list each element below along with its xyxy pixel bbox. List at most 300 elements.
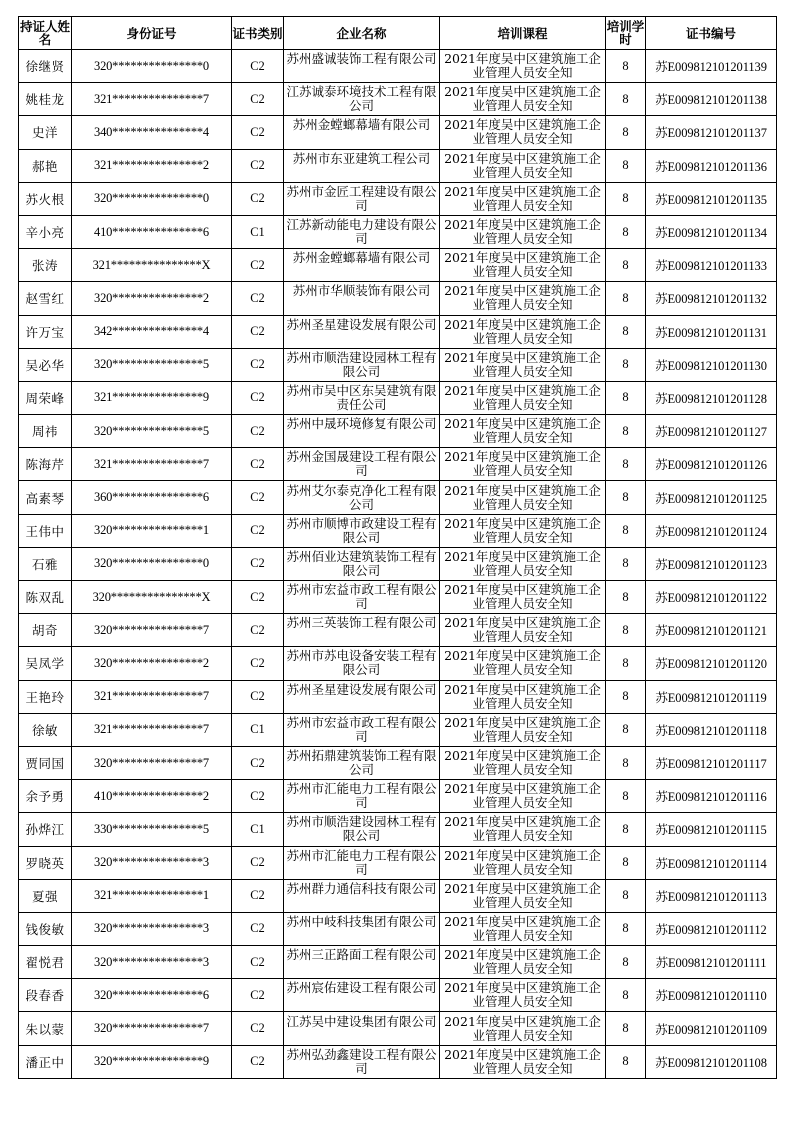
cert-class-cell: C2: [232, 846, 284, 879]
cert-number-cell: 苏E009812101201108: [646, 1045, 777, 1078]
company-cell: [284, 946, 440, 979]
cert-number-cell: 苏E009812101201121: [646, 614, 777, 647]
cert-class-cell: C2: [232, 879, 284, 912]
course-cell-text: 2021年度吴中区建筑施工企业管理人员安全知: [444, 1047, 601, 1076]
header-id-number: 身份证号: [72, 17, 232, 50]
company-cell: [284, 713, 440, 746]
cert-number-cell: 苏E009812101201128: [646, 381, 777, 414]
company-cell-text: 苏州市吴中区东吴建筑有限责任公司: [286, 383, 437, 412]
cert-class-cell: C2: [232, 614, 284, 647]
cert-class-cell: C2: [232, 182, 284, 215]
holder-name-cell: 朱以蒙: [19, 1012, 72, 1045]
id-number-cell: 320***************3: [72, 912, 232, 945]
cert-number-cell: 苏E009812101201130: [646, 348, 777, 381]
hours-cell: 8: [606, 713, 646, 746]
holder-name-cell: 夏强: [19, 879, 72, 912]
hours-cell: 8: [606, 780, 646, 813]
company-cell-text: 苏州市顺浩建设园林工程有限公司: [286, 815, 437, 844]
holder-name-cell: 吴必华: [19, 348, 72, 381]
holder-name-cell: 余予勇: [19, 780, 72, 813]
cert-number-cell: 苏E009812101201117: [646, 746, 777, 779]
cert-number-cell: 苏E009812101201115: [646, 813, 777, 846]
company-cell: [284, 149, 440, 182]
cert-class-cell: C2: [232, 581, 284, 614]
table-row: [19, 780, 777, 813]
holder-name-cell: 苏火根: [19, 182, 72, 215]
table-row: [19, 315, 777, 348]
hours-cell: 8: [606, 813, 646, 846]
table-row: [19, 680, 777, 713]
company-cell-text: 苏州宸佑建设工程有限公司: [286, 981, 437, 996]
table-row: [19, 1045, 777, 1078]
cert-class-cell: C2: [232, 315, 284, 348]
course-cell-text: 2021年度吴中区建筑施工企业管理人员安全知: [444, 649, 601, 678]
hours-cell: 8: [606, 746, 646, 779]
id-number-cell: 320***************1: [72, 514, 232, 547]
company-cell: [284, 481, 440, 514]
course-cell: [440, 979, 606, 1012]
course-cell: [440, 481, 606, 514]
id-number-cell: 321***************7: [72, 680, 232, 713]
company-cell-text: 苏州金国晟建设工程有限公司: [286, 450, 437, 479]
course-cell: [440, 249, 606, 282]
company-cell: [284, 581, 440, 614]
certificate-table: [18, 16, 777, 1079]
cert-number-cell: 苏E009812101201120: [646, 647, 777, 680]
holder-name-cell: 王艳玲: [19, 680, 72, 713]
company-cell: [284, 83, 440, 116]
table-row: [19, 813, 777, 846]
hours-cell: 8: [606, 381, 646, 414]
course-cell: [440, 381, 606, 414]
cert-class-cell: C2: [232, 50, 284, 83]
id-number-cell: 320***************5: [72, 348, 232, 381]
table-row: [19, 282, 777, 315]
header-cert-number: 证书编号: [646, 17, 777, 50]
holder-name-cell: 胡奇: [19, 614, 72, 647]
cert-number-cell: 苏E009812101201112: [646, 912, 777, 945]
company-cell: [284, 448, 440, 481]
cert-class-cell: C2: [232, 647, 284, 680]
table-row: [19, 116, 777, 149]
course-cell-text: 2021年度吴中区建筑施工企业管理人员安全知: [444, 715, 601, 744]
company-cell: [284, 315, 440, 348]
cert-class-cell: C2: [232, 780, 284, 813]
company-cell-text: 苏州佰业达建筑装饰工程有限公司: [286, 549, 437, 578]
holder-name-cell: 周荣峰: [19, 381, 72, 414]
header-course: 培训课程: [440, 17, 606, 50]
holder-name-cell: 张涛: [19, 249, 72, 282]
cert-number-cell: 苏E009812101201110: [646, 979, 777, 1012]
course-cell-text: 2021年度吴中区建筑施工企业管理人员安全知: [444, 749, 601, 778]
course-cell-text: 2021年度吴中区建筑施工企业管理人员安全知: [444, 682, 601, 711]
holder-name-cell: 段春香: [19, 979, 72, 1012]
holder-name-cell: 钱俊敏: [19, 912, 72, 945]
table-row: [19, 50, 777, 83]
course-cell-text: 2021年度吴中区建筑施工企业管理人员安全知: [444, 848, 601, 877]
course-cell: [440, 116, 606, 149]
cert-number-cell: 苏E009812101201126: [646, 448, 777, 481]
hours-cell: 8: [606, 415, 646, 448]
cert-number-cell: 苏E009812101201119: [646, 680, 777, 713]
holder-name-cell: 周祎: [19, 415, 72, 448]
course-cell-text: 2021年度吴中区建筑施工企业管理人员安全知: [444, 151, 601, 180]
company-cell-text: 苏州金螳螂幕墙有限公司: [292, 251, 431, 266]
hours-cell: 8: [606, 249, 646, 282]
header-cert-class: 证书类别: [232, 17, 284, 50]
company-cell-text: 苏州市汇能电力工程有限公司: [286, 782, 437, 811]
course-cell: [440, 149, 606, 182]
holder-name-cell: 许万宝: [19, 315, 72, 348]
hours-cell: 8: [606, 647, 646, 680]
table-row: [19, 746, 777, 779]
cert-class-cell: C2: [232, 1012, 284, 1045]
table-row: [19, 415, 777, 448]
course-cell: [440, 680, 606, 713]
course-cell: [440, 182, 606, 215]
cert-number-cell: 苏E009812101201122: [646, 581, 777, 614]
hours-cell: 8: [606, 547, 646, 580]
company-cell: [284, 249, 440, 282]
cert-number-cell: 苏E009812101201111: [646, 946, 777, 979]
holder-name-cell: 贾同国: [19, 746, 72, 779]
course-cell: [440, 50, 606, 83]
cert-number-cell: 苏E009812101201124: [646, 514, 777, 547]
company-cell: [284, 879, 440, 912]
course-cell: [440, 1045, 606, 1078]
company-cell: [284, 116, 440, 149]
company-cell-text: 苏州市苏电设备安装工程有限公司: [286, 649, 437, 678]
cert-number-cell: 苏E009812101201116: [646, 780, 777, 813]
holder-name-cell: 姚桂龙: [19, 83, 72, 116]
header-holder-name: 持证人姓名: [19, 17, 72, 50]
cert-class-cell: C2: [232, 249, 284, 282]
company-cell-text: 苏州市金匠工程建设有限公司: [286, 184, 437, 213]
hours-cell: 8: [606, 514, 646, 547]
holder-name-cell: 石雅: [19, 547, 72, 580]
company-cell: [284, 215, 440, 248]
hours-cell: 8: [606, 282, 646, 315]
table-row: [19, 879, 777, 912]
company-cell-text: 江苏吴中建设集团有限公司: [286, 1014, 437, 1029]
table-row: [19, 846, 777, 879]
cert-number-cell: 苏E009812101201137: [646, 116, 777, 149]
company-cell-text: 苏州市顺博市政建设工程有限公司: [286, 516, 437, 545]
course-cell-text: 2021年度吴中区建筑施工企业管理人员安全知: [444, 317, 601, 346]
hours-cell: 8: [606, 846, 646, 879]
id-number-cell: 320***************0: [72, 50, 232, 83]
header-company: 企业名称: [284, 17, 440, 50]
company-cell-text: 苏州拓鼎建筑装饰工程有限公司: [286, 749, 437, 778]
id-number-cell: 320***************7: [72, 1012, 232, 1045]
course-cell: [440, 780, 606, 813]
company-cell: [284, 1045, 440, 1078]
id-number-cell: 321***************7: [72, 448, 232, 481]
course-cell-text: 2021年度吴中区建筑施工企业管理人员安全知: [444, 549, 601, 578]
course-cell-text: 2021年度吴中区建筑施工企业管理人员安全知: [444, 483, 601, 512]
company-cell-text: 苏州中岐科技集团有限公司: [286, 914, 437, 929]
id-number-cell: 410***************2: [72, 780, 232, 813]
cert-number-cell: 苏E009812101201134: [646, 215, 777, 248]
table-row: [19, 1012, 777, 1045]
cert-class-cell: C2: [232, 116, 284, 149]
course-cell-text: 2021年度吴中区建筑施工企业管理人员安全知: [444, 52, 601, 81]
course-cell-text: 2021年度吴中区建筑施工企业管理人员安全知: [444, 383, 601, 412]
company-cell-text: 苏州弘劲鑫建设工程有限公司: [286, 1047, 437, 1076]
company-cell-text: 苏州艾尔泰克净化工程有限公司: [286, 483, 437, 512]
course-cell: [440, 215, 606, 248]
hours-cell: 8: [606, 614, 646, 647]
holder-name-cell: 史洋: [19, 116, 72, 149]
company-cell-text: 苏州圣星建设发展有限公司: [286, 317, 437, 332]
course-cell-text: 2021年度吴中区建筑施工企业管理人员安全知: [444, 218, 601, 247]
course-cell: [440, 83, 606, 116]
holder-name-cell: 陈海芹: [19, 448, 72, 481]
id-number-cell: 340***************4: [72, 116, 232, 149]
hours-cell: 8: [606, 1012, 646, 1045]
cert-number-cell: 苏E009812101201114: [646, 846, 777, 879]
company-cell: [284, 348, 440, 381]
company-cell-text: 江苏新动能电力建设有限公司: [286, 218, 437, 247]
hours-cell: 8: [606, 946, 646, 979]
table-row: [19, 912, 777, 945]
table-row: [19, 348, 777, 381]
cert-number-cell: 苏E009812101201118: [646, 713, 777, 746]
id-number-cell: 320***************5: [72, 415, 232, 448]
id-number-cell: 330***************5: [72, 813, 232, 846]
course-cell-text: 2021年度吴中区建筑施工企业管理人员安全知: [444, 782, 601, 811]
cert-number-cell: 苏E009812101201131: [646, 315, 777, 348]
company-cell: [284, 514, 440, 547]
course-cell-text: 2021年度吴中区建筑施工企业管理人员安全知: [444, 583, 601, 612]
course-cell: [440, 879, 606, 912]
id-number-cell: 320***************9: [72, 1045, 232, 1078]
cert-class-cell: C2: [232, 381, 284, 414]
hours-cell: 8: [606, 182, 646, 215]
course-cell: [440, 448, 606, 481]
company-cell-text: 苏州盛诚装饰工程有限公司: [286, 52, 437, 67]
cert-class-cell: C1: [232, 713, 284, 746]
holder-name-cell: 郝艳: [19, 149, 72, 182]
id-number-cell: 321***************7: [72, 83, 232, 116]
id-number-cell: 320***************0: [72, 547, 232, 580]
course-cell-text: 2021年度吴中区建筑施工企业管理人员安全知: [444, 251, 601, 280]
hours-cell: 8: [606, 315, 646, 348]
holder-name-cell: 王伟中: [19, 514, 72, 547]
course-cell-text: 2021年度吴中区建筑施工企业管理人员安全知: [444, 948, 601, 977]
id-number-cell: 320***************2: [72, 282, 232, 315]
holder-name-cell: 徐继贤: [19, 50, 72, 83]
header-hours: 培训学时: [606, 17, 646, 50]
cert-number-cell: 苏E009812101201113: [646, 879, 777, 912]
company-cell: [284, 780, 440, 813]
cert-class-cell: C2: [232, 83, 284, 116]
hours-cell: 8: [606, 481, 646, 514]
course-cell-text: 2021年度吴中区建筑施工企业管理人员安全知: [444, 881, 601, 910]
table-row: [19, 149, 777, 182]
hours-cell: 8: [606, 83, 646, 116]
holder-name-cell: 潘正中: [19, 1045, 72, 1078]
table-row: [19, 979, 777, 1012]
cert-number-cell: 苏E009812101201139: [646, 50, 777, 83]
table-row: [19, 481, 777, 514]
company-cell: [284, 647, 440, 680]
company-cell-text: 苏州群力通信科技有限公司: [286, 881, 437, 896]
cert-number-cell: 苏E009812101201133: [646, 249, 777, 282]
cert-class-cell: C2: [232, 514, 284, 547]
course-cell: [440, 315, 606, 348]
cert-class-cell: C1: [232, 215, 284, 248]
holder-name-cell: 孙烨江: [19, 813, 72, 846]
table-row: [19, 215, 777, 248]
cert-class-cell: C1: [232, 813, 284, 846]
id-number-cell: 320***************3: [72, 946, 232, 979]
course-cell: [440, 912, 606, 945]
course-cell-text: 2021年度吴中区建筑施工企业管理人员安全知: [444, 85, 601, 114]
cert-class-cell: C2: [232, 946, 284, 979]
company-cell-text: 苏州市宏益市政工程有限公司: [286, 583, 437, 612]
hours-cell: 8: [606, 1045, 646, 1078]
course-cell-text: 2021年度吴中区建筑施工企业管理人员安全知: [444, 914, 601, 943]
id-number-cell: 360***************6: [72, 481, 232, 514]
holder-name-cell: 赵雪红: [19, 282, 72, 315]
cert-class-cell: C2: [232, 746, 284, 779]
cert-class-cell: C2: [232, 415, 284, 448]
company-cell: [284, 746, 440, 779]
company-cell: [284, 1012, 440, 1045]
company-cell: [284, 979, 440, 1012]
company-cell-text: 苏州市东亚建筑工程公司: [292, 151, 431, 166]
hours-cell: 8: [606, 581, 646, 614]
holder-name-cell: 翟悦君: [19, 946, 72, 979]
cert-class-cell: C2: [232, 481, 284, 514]
hours-cell: 8: [606, 149, 646, 182]
id-number-cell: 321***************1: [72, 879, 232, 912]
company-cell: [284, 50, 440, 83]
table-row: [19, 581, 777, 614]
company-cell: [284, 282, 440, 315]
table-row: [19, 946, 777, 979]
cert-class-cell: C2: [232, 448, 284, 481]
company-cell-text: 苏州中晟环境修复有限公司: [286, 417, 437, 432]
table-row: [19, 647, 777, 680]
cert-number-cell: 苏E009812101201127: [646, 415, 777, 448]
company-cell-text: 江苏诚泰环境技术工程有限公司: [286, 85, 437, 114]
company-cell: [284, 813, 440, 846]
hours-cell: 8: [606, 116, 646, 149]
company-cell-text: 苏州市华顺装饰有限公司: [292, 284, 431, 299]
course-cell: [440, 647, 606, 680]
course-cell-text: 2021年度吴中区建筑施工企业管理人员安全知: [444, 450, 601, 479]
course-cell: [440, 746, 606, 779]
id-number-cell: 321***************9: [72, 381, 232, 414]
course-cell: [440, 348, 606, 381]
course-cell-text: 2021年度吴中区建筑施工企业管理人员安全知: [444, 184, 601, 213]
table-row: [19, 83, 777, 116]
course-cell: [440, 1012, 606, 1045]
holder-name-cell: 罗晓英: [19, 846, 72, 879]
hours-cell: 8: [606, 215, 646, 248]
company-cell: [284, 846, 440, 879]
cert-class-cell: C2: [232, 912, 284, 945]
cert-number-cell: 苏E009812101201135: [646, 182, 777, 215]
id-number-cell: 342***************4: [72, 315, 232, 348]
hours-cell: 8: [606, 912, 646, 945]
company-cell-text: 苏州圣星建设发展有限公司: [286, 682, 437, 697]
course-cell: [440, 282, 606, 315]
table-row: [19, 381, 777, 414]
id-number-cell: 320***************2: [72, 647, 232, 680]
course-cell: [440, 415, 606, 448]
id-number-cell: 320***************0: [72, 182, 232, 215]
hours-cell: 8: [606, 680, 646, 713]
course-cell-text: 2021年度吴中区建筑施工企业管理人员安全知: [444, 616, 601, 645]
company-cell-text: 苏州三英装饰工程有限公司: [286, 616, 437, 631]
id-number-cell: 320***************7: [72, 746, 232, 779]
table-row: [19, 713, 777, 746]
holder-name-cell: 高素琴: [19, 481, 72, 514]
cert-class-cell: C2: [232, 348, 284, 381]
course-cell: [440, 547, 606, 580]
hours-cell: 8: [606, 879, 646, 912]
course-cell: [440, 846, 606, 879]
course-cell-text: 2021年度吴中区建筑施工企业管理人员安全知: [444, 815, 601, 844]
course-cell-text: 2021年度吴中区建筑施工企业管理人员安全知: [444, 118, 601, 147]
course-cell: [440, 713, 606, 746]
cert-number-cell: 苏E009812101201125: [646, 481, 777, 514]
course-cell-text: 2021年度吴中区建筑施工企业管理人员安全知: [444, 516, 601, 545]
company-cell: [284, 680, 440, 713]
id-number-cell: 320***************6: [72, 979, 232, 1012]
cert-number-cell: 苏E009812101201109: [646, 1012, 777, 1045]
course-cell-text: 2021年度吴中区建筑施工企业管理人员安全知: [444, 350, 601, 379]
course-cell: [440, 813, 606, 846]
hours-cell: 8: [606, 50, 646, 83]
course-cell-text: 2021年度吴中区建筑施工企业管理人员安全知: [444, 1014, 601, 1043]
course-cell: [440, 581, 606, 614]
id-number-cell: 320***************X: [72, 581, 232, 614]
table-row: [19, 448, 777, 481]
course-cell-text: 2021年度吴中区建筑施工企业管理人员安全知: [444, 417, 601, 446]
id-number-cell: 321***************X: [72, 249, 232, 282]
company-cell-text: 苏州市顺浩建设园林工程有限公司: [286, 350, 437, 379]
cert-class-cell: C2: [232, 282, 284, 315]
hours-cell: 8: [606, 448, 646, 481]
cert-class-cell: C2: [232, 680, 284, 713]
table-row: [19, 182, 777, 215]
id-number-cell: 320***************3: [72, 846, 232, 879]
course-cell-text: 2021年度吴中区建筑施工企业管理人员安全知: [444, 284, 601, 313]
course-cell: [440, 614, 606, 647]
holder-name-cell: 吴凤学: [19, 647, 72, 680]
id-number-cell: 410***************6: [72, 215, 232, 248]
course-cell: [440, 946, 606, 979]
cert-number-cell: 苏E009812101201123: [646, 547, 777, 580]
holder-name-cell: 徐敏: [19, 713, 72, 746]
course-cell-text: 2021年度吴中区建筑施工企业管理人员安全知: [444, 981, 601, 1010]
hours-cell: 8: [606, 979, 646, 1012]
table-row: [19, 249, 777, 282]
id-number-cell: 320***************7: [72, 614, 232, 647]
table-row: [19, 614, 777, 647]
cert-class-cell: C2: [232, 149, 284, 182]
company-cell: [284, 547, 440, 580]
company-cell: [284, 912, 440, 945]
cert-number-cell: 苏E009812101201138: [646, 83, 777, 116]
company-cell-text: 苏州三正路面工程有限公司: [286, 948, 437, 963]
table-row: [19, 514, 777, 547]
company-cell: [284, 381, 440, 414]
